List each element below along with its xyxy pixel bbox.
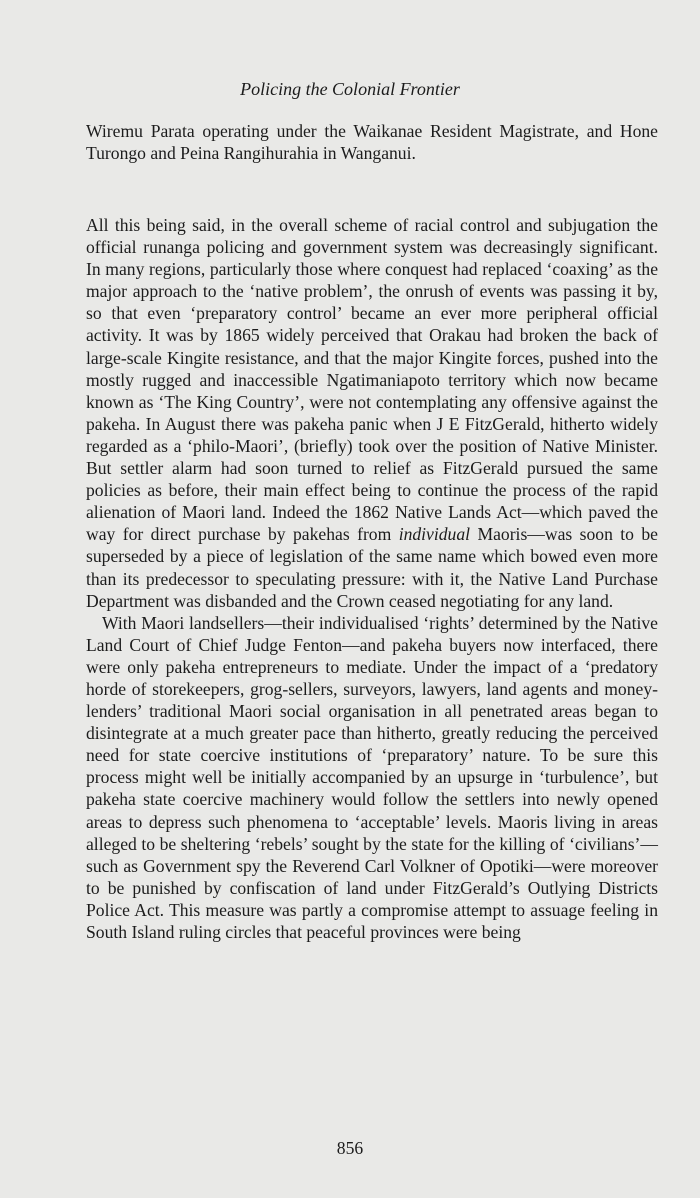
paragraph-2-emphasis: individual xyxy=(398,524,471,545)
paragraph-2-text-a: All this being said, in the overall scheme of racial control and subjugation the official runanga policing and government system was decreasingly significant. In many regions, particularly those where conquest had replaced ‘coaxing’ as the major approach to the ‘native problem’, the onrush of events was passing it by, so that even ‘preparatory control’ became an ever more peripheral official activity. It was by 1865 widely perceived that Orakau had broken the back of large-scale Kingite resistance, and that the major Kingite forces, pushed into the mostly rugged and inaccessible Ngatimaniapoto territory which now became known as ‘The King Country’, were not contemplating any offensive against the pakeha. In August there was pakeha panic when J E FitzGerald, hitherto widely regarded as a ‘philo-Maori’, (briefly) took over the position of Native Minister. But settler alarm had soon turned to relief as FitzGerald pursued the same policies as before, their main effect being to continue the process of the rapid alienation of Maori land. Indeed the 1862 Native Lands Act—which paved the way for direct purchase by pakehas from xyxy=(86,215,658,545)
page-number: 856 xyxy=(336,1138,364,1158)
paragraph-2 xyxy=(86,214,658,612)
paragraph-3: With Maori landsellers—their individualised ‘rights’ determined by the Native Land Court of Chief Judge Fenton—and pakeha buyers now interfaced, there were only pakeha entrepreneurs to mediate. Under the impact of a ‘predatory horde of storekeepers, grog-sellers, surveyors, lawyers, land agents and money-lenders’ traditional Maori social organisation in all penetrated areas began to disintegrate at a much greater pace than hitherto, greatly reducing the perceived need for state coercive institutions of ‘preparatory’ nature. To be sure this process might well be initially accompanied by an upsurge in ‘turbulence’, but pakeha state coercive machinery would follow the settlers into newly opened areas to depress such phenomena to ‘acceptable’ levels. Maoris living in areas alleged to be sheltering ‘rebels’ sought by the state for the killing of ‘civilians’—such as Government spy the Reverend Carl Volkner of Opotiki—were moreover to be punished by confiscation of land under FitzGerald’s Outlying Districts Police Act. This measure was partly a compromise attempt to assuage feeling in South Island ruling circles that peaceful provinces were being xyxy=(86,612,658,942)
opening-paragraph-block xyxy=(86,120,658,164)
running-head: Policing the Colonial Frontier xyxy=(240,79,460,99)
body-text-block xyxy=(86,214,658,943)
paragraph-2-text-b: Maoris—was soon to be superseded by a piece of legislation of the same name which bowed even more than its predecessor to speculating pressure: with it, the Native Land Purchase Department was disbanded and the Crown ceased negotiating for any land. xyxy=(86,524,658,611)
paragraph-1: Wiremu Parata operating under the Waikanae Resident Magistrate, and Hone Turongo and Peina Rangihurahia in Wanganui. xyxy=(86,121,658,164)
